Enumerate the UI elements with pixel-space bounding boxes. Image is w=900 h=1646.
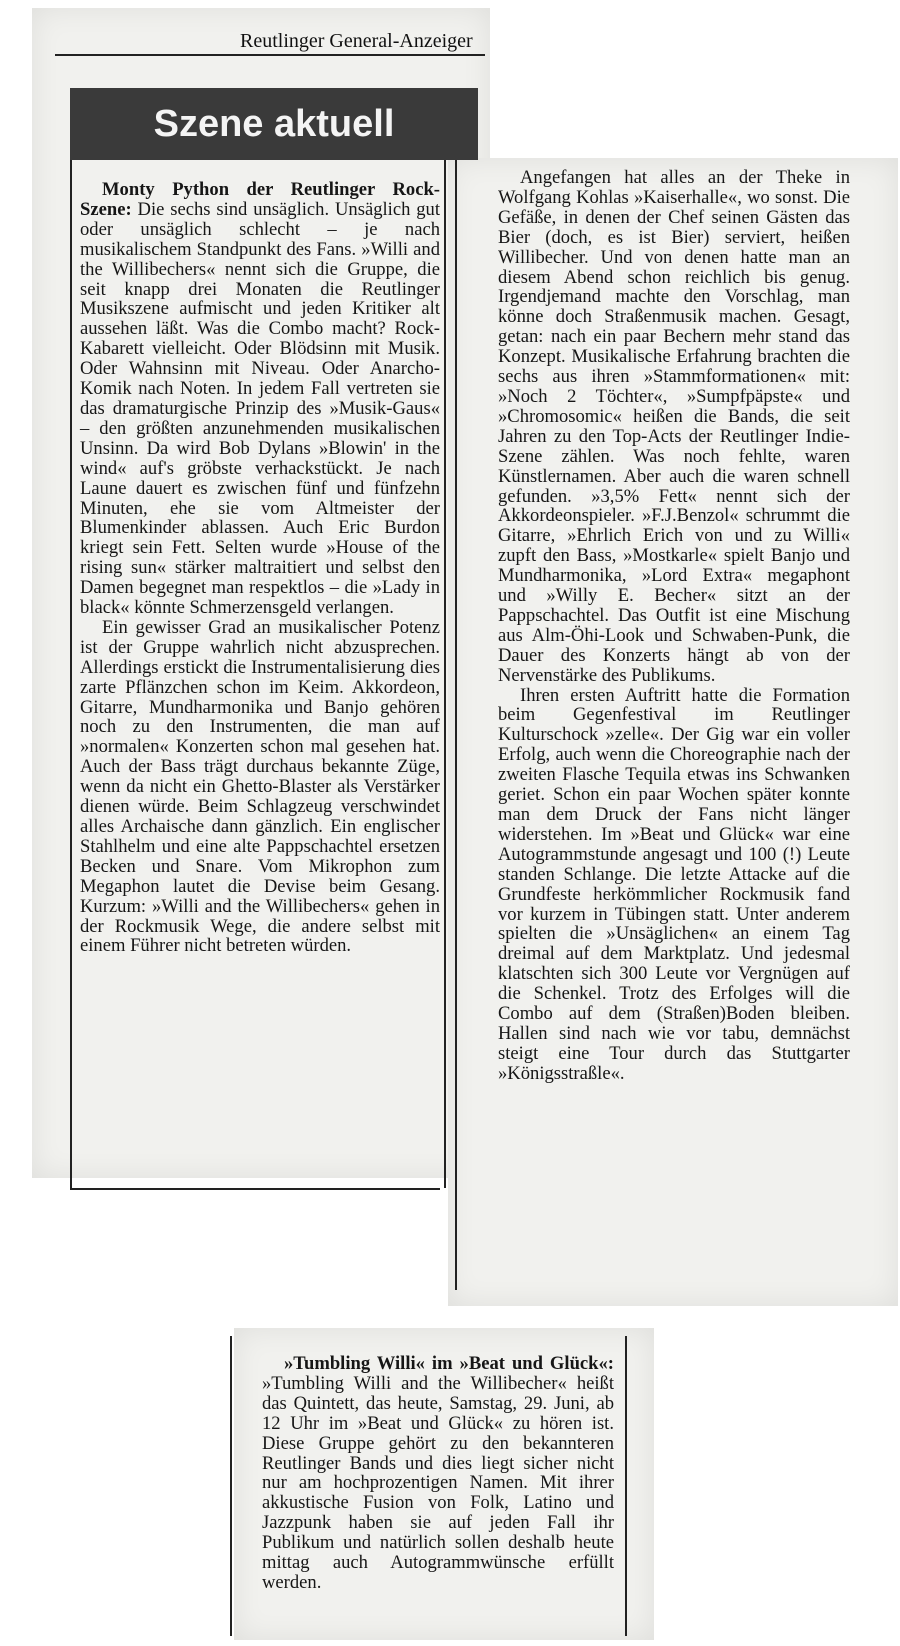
article-text-1: Die sechs sind unsäglich. Unsäglich gut oder unsäglich schlecht – je nach musikalischem Standpunkt des Fans. »Willi and the Willibechers« nennt sich die Gruppe, die seit knapp drei Monaten die Reutlinger Musikszene aufmischt und jeden Kritiker alt aussehen läßt. Was die Combo macht? Rock-Kabarett vielleicht. Oder Blödsinn mit Musik. Oder Wahnsinn mit Niveau. Oder Anarcho-Komik nach Noten. In jedem Fall vertreten sie das dramaturgische Prinzip des »Musik-Gaus« – den größten anzunehmenden musikalischen Unsinn. Da wird Bob Dylans »Blowin' in the wind« auf's gröbste verhackstückt. Je nach Laune dauert es zwischen fünf und fünfzehn Minuten, ehe sie vom Altmeister der Blumenkinder ablassen. Auch Eric Burdon kriegt sein Fett. Selten wurde »House of the rising sun« stärker maltraitiert und selbst den Damen begegnet man respektlos – die »Lady in black« könnte Schmerzensgeld verlangen. <box>80 198 441 619</box>
article-lead: Monty Python der Reutlinger Rock-Szene: <box>80 179 440 220</box>
left-column-rule <box>70 160 72 1190</box>
article-column-right <box>498 168 850 1084</box>
notice-text: »Tumbling Willi and the Willibecher« heißt das Quintett, das heute, Samstag, 29. Juni, ab 12 Uhr im »Beat und Glück« zu hören ist. Diese Gruppe gehört zu den bekannteren Reutlinger Bands und dies liegt sicher nicht nur am hochprozentigen Namen. Mit ihrer akkustische Fusion von Folk, Latino und Jazzpunk haben sie auf jeden Fall ihr Publikum und natürlich sollen deshalb heute mittag auch Autogrammwünsche erfüllt werden. <box>262 1372 614 1593</box>
header-rule <box>55 54 485 56</box>
notice-paragraph <box>262 1354 614 1593</box>
article-paragraph-4: Ihren ersten Auftritt hatte die Formation beim Gegenfestival im Reutlinger Kulturschock »zelle«. Der Gig war ein voller Erfolg, auch wenn die Choreographie nach der zweiten Flasche Tequila etwas ins Schwanken geriet. Schon ein paar Wochen später konnte man dem Druck der Fans nicht länger widerstehen. Im »Beat und Glück« war eine Autogrammstunde angesagt und 100 (!) Leute standen Schlange. Die letzte Attacke auf die Grundfeste herkömmlicher Rockmusik fand vor kurzem in Tübingen statt. Unter anderem spielten die »Unsäglichen« an einem Tag dreimal auf dem Marktplatz. Und jedesmal klatschten sich 300 Leute vor Vergnügen auf die Schenkel. Trotz des Erfolges will die Combo auf dem (Straßen)Boden bleiben. Hallen sind nach wie vor tabu, demnächst steigt eine Tour durch das Stuttgarter »Königsstraßle«. <box>498 684 850 1084</box>
notice-rule-right <box>625 1336 627 1636</box>
newspaper-name: Reutlinger General-Anzeiger <box>240 30 473 52</box>
column-divider <box>444 160 446 1188</box>
article-paragraph-2: Ein gewisser Grad an musikalischer Potenz ist der Gruppe wahrlich nicht abzusprechen. Allerdings erstickt die Instrumentalisierung dies zarte Pflänzchen schon im Keim. Akkordeon, Gitarre, Mundharmonika und Banjo gehören noch zu den Instrumenten, die man auf »normalen« Konzerten schon mal gesehen hat. Auch der Bass trägt durchaus bekannte Züge, wenn da nicht ein Ghetto-Blaster als Verstärker dienen würde. Beim Schlagzeug verschwindet alles Archaische dann gänzlich. Ein englischer Stahlhelm und eine alte Pappschachtel ersetzen Becken und Snare. Vom Mikrophon zum Megaphon lautet die Devise beim Gesang. Kurzum: »Willi and the Willibechers« gehen in der Rockmusik Wege, die andere selbst mit einem Führer nicht betreten würden. <box>80 616 440 957</box>
section-banner: Szene aktuell <box>70 88 478 160</box>
right-column-rule <box>455 160 457 1290</box>
notice-rule-left <box>230 1336 232 1636</box>
article-paragraph-3: Angefangen hat alles an der Theke in Wolfgang Kohlas »Kaiserhalle«, wo sonst. Die Gefäße, in denen der Chef seinen Gästen das Bier (doch, es ist Bier) serviert, heißen Willibecher. Und von denen hatte man an diesem Abend schon reichlich bis genug. Irgendjemand machte den Vorschlag, man könne doch Straßenmusik machen. Gesagt, getan: nach ein paar Bechern mehr stand das Konzept. Musikalische Erfahrung brachten die sechs aus ihren »Stammformationen« mit: »Noch 2 Töchter«, »Sumpfpäpste« und »Chromosomic« heißen die Bands, die seit Jahren zu den Top-Acts der Reutlinger Indie-Szene zählen. Was noch fehlte, waren Künstlernamen. Aber auch die waren schnell gefunden. »3,5% Fett« nennt sich der Akkordeonspieler. »F.J.Benzol« schrummt die Gitarre, »Ehrlich Erich von und zu Willi« zupft den Bass, »Mostkarle« spielt Banjo und Mundharmonika, »Lord Extra« megaphont und »Willy E. Becher« sitzt an der Pappschachtel. Das Outfit ist eine Mischung aus Alm-Öhi-Look und Schwaben-Punk, die Dauer des Konzerts hängt ab von der Nervenstärke des Publikums. <box>498 167 850 686</box>
notice-box <box>262 1354 614 1593</box>
left-column-bottom-rule <box>70 1188 440 1190</box>
article-paragraph-1 <box>80 180 440 618</box>
notice-lead: »Tumbling Willi« im »Beat und Glück«: <box>284 1353 614 1374</box>
article-column-left <box>80 180 440 956</box>
